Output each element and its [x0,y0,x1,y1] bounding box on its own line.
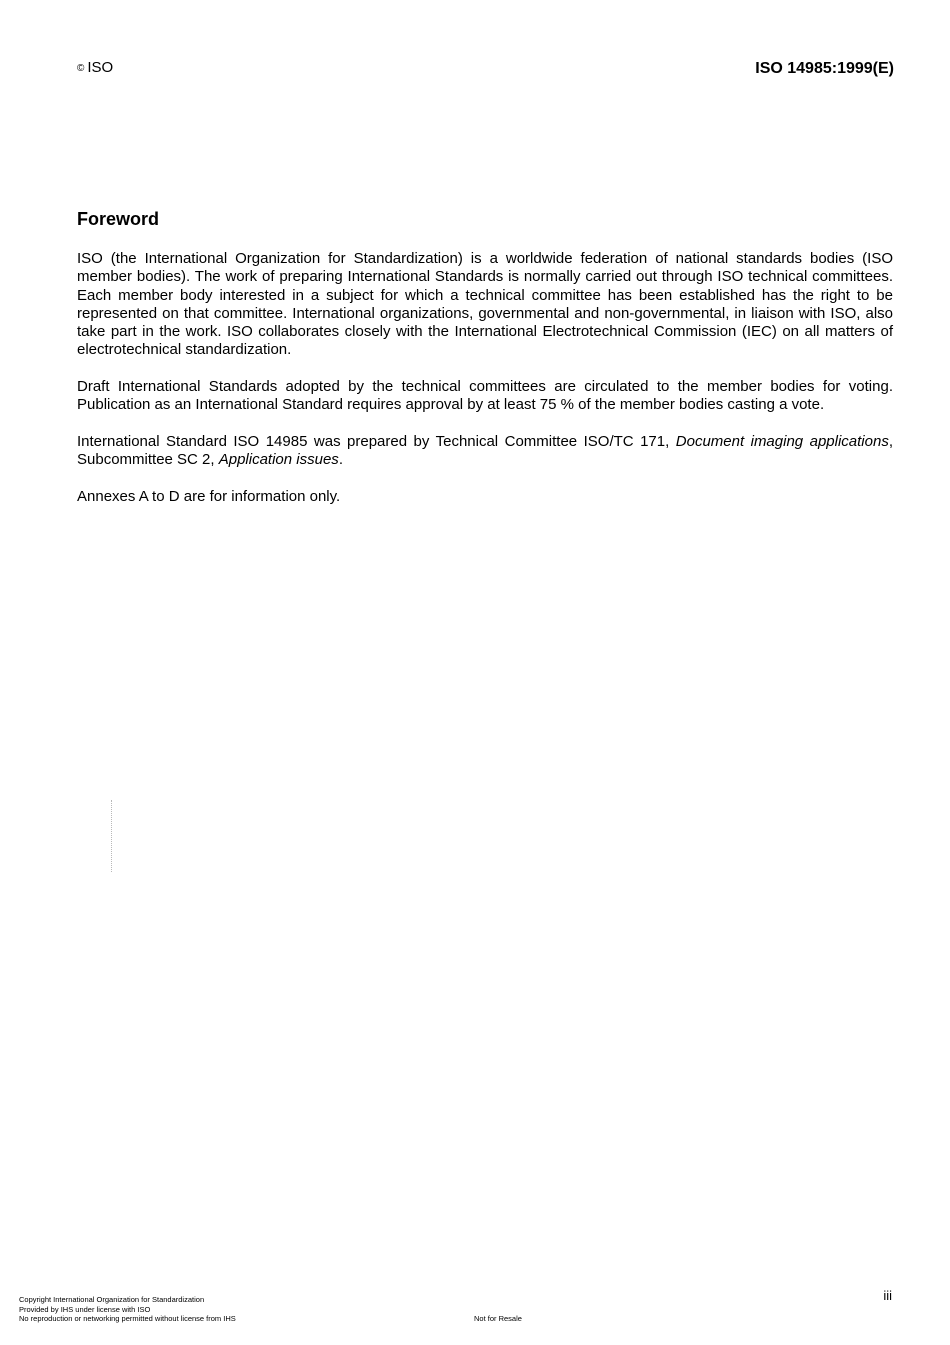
scan-artifact-dotted-line [111,800,112,872]
paragraph-3-text-3: . [338,451,343,469]
subcommittee-name: Application issues [218,451,339,469]
paragraph-3-text-1: International Standard ISO 14985 was prepared by Technical Committee ISO/TC 171, [77,433,676,450]
foreword-paragraph-2: Draft International Standards adopted by the technical committees are circulated to the member bodies for voting. Publication as an International Standard requires approval by at least 75 % of the member bodies casting a vote. [77,378,893,414]
committee-name: Document imaging applications [675,433,889,450]
footer-line-1: Copyright International Organization for Standardization [19,1295,205,1304]
foreword-paragraph-4: Annexes A to D are for information only. [77,488,341,505]
footer-license-notice [19,1295,236,1324]
header-publisher: ISO [87,59,114,76]
footer-line-3: No reproduction or networking permitted without license from IHS [19,1314,236,1323]
paragraph-3-text-2: , Subcommittee SC 2, [77,433,894,469]
footer-line-2: Provided by IHS under license with ISO [19,1304,151,1314]
foreword-title: Foreword [77,209,160,229]
header-copyright [77,59,113,77]
foreword-paragraph-1: ISO (the International Organization for Standardization) is a worldwide federation of national standards bodies (ISO member bodies). The work of preparing International Standards is normally carried out through ISO technical committees. Each member body interested in a subject for which a technical committee has been established has the right to be represented on that committee. International organizations, governmental and non-governmental, in liaison with ISO, also take part in the work. ISO collaborates closely with the International Electrotechnical Commission (IEC) on all matters of electrotechnical standardization. [77,250,893,359]
copyright-symbol: © [77,63,85,74]
document-id: ISO 14985:1999(E) [755,60,894,77]
page-number: iii [883,1288,892,1303]
foreword-paragraph-3 [77,433,893,470]
footer-resale-notice: Not for Resale [474,1314,522,1323]
